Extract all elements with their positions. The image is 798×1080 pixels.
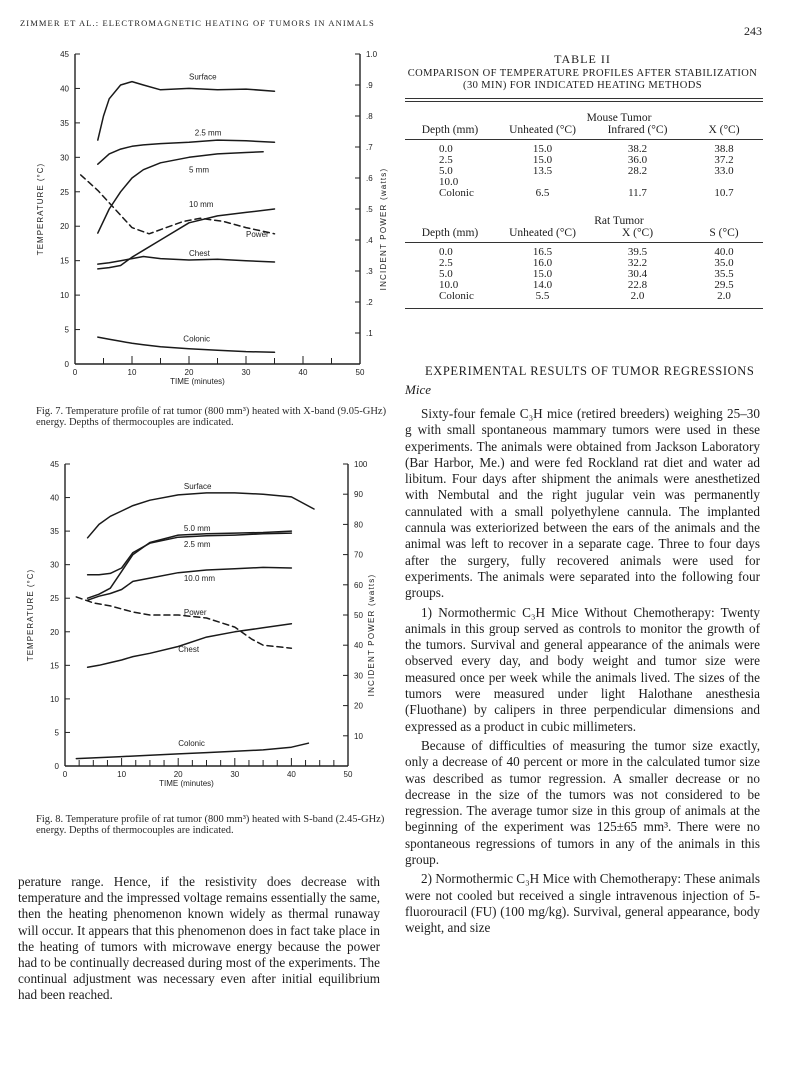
y2-axis-label: INCIDENT POWER (watts) bbox=[379, 167, 388, 291]
y-tick-label: 35 bbox=[50, 527, 59, 537]
series-label: 5 mm bbox=[189, 165, 209, 175]
rat-header-rule bbox=[405, 242, 763, 243]
y-axis-label: TEMPERATURE (°C) bbox=[26, 568, 35, 662]
series-label: Power bbox=[183, 608, 207, 617]
table-cell: Colonic bbox=[439, 290, 474, 302]
y-tick-label: 30 bbox=[60, 153, 69, 163]
table-caption-line1: COMPARISON OF TEMPERATURE PROFILES AFTER STABILIZATION bbox=[407, 68, 758, 79]
table-cell: 35.5 bbox=[714, 268, 734, 280]
y2-tick-label: 60 bbox=[354, 580, 363, 590]
table-cell: 13.5 bbox=[532, 165, 553, 177]
y-tick-label: 40 bbox=[50, 493, 59, 503]
y-tick-label: 40 bbox=[60, 84, 69, 94]
y2-tick-label: 90 bbox=[354, 490, 363, 500]
table-cell: 2.0 bbox=[630, 290, 645, 302]
series-label: Colonic bbox=[178, 738, 205, 748]
series-label: 10 mm bbox=[189, 199, 214, 209]
y-tick-label: 20 bbox=[60, 222, 69, 232]
x-tick-label: 40 bbox=[298, 368, 308, 377]
table-cell: 15.0 bbox=[532, 143, 553, 155]
table-cell: 6.5 bbox=[535, 187, 550, 199]
table-cell: 36.0 bbox=[627, 154, 648, 166]
table-row bbox=[405, 247, 763, 258]
table-cell: 5.0 bbox=[439, 268, 453, 280]
y-tick-label: 10 bbox=[60, 291, 69, 301]
x-axis-label: TIME (minutes) bbox=[159, 779, 214, 788]
y-tick-label: 30 bbox=[50, 560, 59, 570]
table-cell: 16.0 bbox=[532, 257, 553, 269]
y2-tick-label: 100 bbox=[354, 460, 368, 469]
table-cell: 33.0 bbox=[714, 165, 734, 177]
table-row bbox=[405, 155, 763, 166]
table-cell: 40.0 bbox=[714, 246, 734, 258]
series-label: 2.5 mm bbox=[194, 128, 222, 138]
y-axis-label: TEMPERATURE (°C) bbox=[36, 162, 45, 256]
y2-tick-label: 80 bbox=[354, 520, 363, 530]
y-tick-label: 0 bbox=[54, 762, 59, 771]
series-label: 2.5 mm bbox=[183, 540, 211, 550]
x-tick-label: 50 bbox=[355, 368, 365, 377]
running-head: ZIMMER ET AL.: ELECTROMAGNETIC HEATING OF TUMORS IN ANIMALS bbox=[20, 18, 375, 28]
rat-column-header: Depth (mm) bbox=[421, 227, 479, 239]
table-cell: 39.5 bbox=[627, 246, 648, 258]
x-tick-label: 0 bbox=[62, 770, 68, 779]
rat-table-body bbox=[405, 247, 763, 302]
y-tick-label: 35 bbox=[60, 118, 69, 128]
y2-tick-label: .5 bbox=[366, 205, 373, 214]
table-cell: 11.7 bbox=[628, 187, 647, 199]
series-line-power bbox=[81, 175, 275, 234]
y2-tick-label: .8 bbox=[366, 112, 373, 121]
y-tick-label: 45 bbox=[60, 50, 69, 59]
y-tick-label: 25 bbox=[50, 594, 59, 604]
x-tick-label: 30 bbox=[230, 770, 240, 779]
y2-axis-label: INCIDENT POWER (watts) bbox=[367, 573, 376, 697]
table-ii bbox=[405, 98, 763, 309]
x-tick-label: 30 bbox=[241, 368, 251, 377]
series-line-surface bbox=[98, 82, 275, 141]
table-cell: 16.5 bbox=[532, 246, 553, 258]
table-cell: 15.0 bbox=[532, 154, 553, 166]
paragraph: 1) Normothermic C₃H Mice Without Chemotherapy: Twenty animals in this group served as controls to monitor the growth of the tumors. Survival and general appearance of the animals were observed every day, and body weight and tumor size were measured once per week while the animals lived. The sizes of the tumors were measured under light Halothane anesthesia (Fluothane) by calipers in three perpendicular dimensions and expressed as a product in cubic millimeters. bbox=[405, 604, 760, 734]
y-tick-label: 15 bbox=[60, 256, 69, 266]
table-cell: 10.0 bbox=[439, 279, 459, 291]
table-row bbox=[405, 269, 763, 280]
table-row bbox=[405, 144, 763, 155]
rat-column-header: Unheated (°C) bbox=[509, 227, 576, 239]
table-cell: 38.8 bbox=[714, 143, 734, 155]
x-tick-label: 50 bbox=[343, 770, 353, 779]
table-cell: 30.4 bbox=[627, 268, 648, 280]
table-cell: 32.2 bbox=[627, 257, 648, 269]
y2-tick-label: 30 bbox=[354, 671, 363, 681]
paragraph: Sixty-four female C₃H mice (retired breeders) weighing 25–30 g with small spontaneous mammary tumors were used in these experiments. The animals were obtained from Jackson Laboratory (Bar Harbor, Me.) and were fed Rockland rat diet and water ad libitum. Four days after shipment the animals were anesthetized with Nembutal and the right jugular vein was permanently cannulated with a small polyethylene cannula. The implanted cannula was exteriorized between the ears of the animals and the animal was left to recover in a separate cage. Three to four days after the surgery, fully recovered animals were used for experiments. The animals were separated into the following four groups. bbox=[405, 406, 760, 601]
section-heading: EXPERIMENTAL RESULTS OF TUMOR REGRESSIONS bbox=[425, 364, 755, 378]
x-axis-label: TIME (minutes) bbox=[170, 377, 225, 386]
series-label: Surface bbox=[183, 481, 212, 491]
paragraph: Because of difficulties of measuring the tumor size exactly, only a decrease of 40 percent or more in the calculated tumor size was described as tumor regression. A smaller decrease or no decrease in the size of the tumors was not considered to be regression. The average tumor size in this group of animals at the beginning of the experiment was 125±65 mm³. There were no spontaneous regressions of tumors in any of the animals in this group. bbox=[405, 737, 760, 868]
y-tick-label: 5 bbox=[64, 325, 69, 335]
y-tick-label: 20 bbox=[50, 627, 59, 637]
y-tick-label: 10 bbox=[50, 694, 59, 704]
table-cell: 22.8 bbox=[627, 279, 648, 291]
table-cell: 29.5 bbox=[714, 279, 734, 291]
y2-tick-label: .2 bbox=[366, 298, 373, 307]
series-label: 5.0 mm bbox=[183, 524, 211, 534]
x-tick-label: 20 bbox=[173, 770, 183, 779]
table-cell: 10.0 bbox=[439, 176, 459, 188]
table-cell: 0.0 bbox=[439, 246, 453, 258]
table-cell: 2.5 bbox=[439, 154, 453, 166]
series-label: 10.0 mm bbox=[183, 573, 215, 583]
table-row bbox=[405, 291, 763, 302]
rat-header-row bbox=[405, 227, 763, 239]
mouse-table-body bbox=[405, 144, 763, 199]
series-label: Surface bbox=[189, 72, 217, 82]
mouse-group-label: Mouse Tumor bbox=[586, 112, 652, 124]
table-cell: 10.7 bbox=[714, 187, 734, 199]
mouse-column-header: X (°C) bbox=[708, 124, 740, 136]
table-row bbox=[405, 166, 763, 177]
mouse-column-header: Depth (mm) bbox=[421, 124, 479, 136]
x-tick-label: 20 bbox=[184, 368, 194, 377]
table-cell: Colonic bbox=[439, 187, 474, 199]
y2-tick-label: .1 bbox=[366, 329, 373, 338]
figure-7-chart bbox=[20, 46, 390, 391]
table-cell: 15.0 bbox=[532, 268, 553, 280]
series-label: Chest bbox=[178, 644, 200, 654]
rat-group-label: Rat Tumor bbox=[594, 215, 644, 227]
mouse-column-header: Unheated (°C) bbox=[509, 124, 576, 136]
right-column-text bbox=[405, 406, 760, 937]
figure-8 bbox=[20, 456, 390, 801]
table-cell: 5.5 bbox=[535, 290, 550, 302]
mouse-header-row bbox=[405, 124, 763, 136]
mouse-column-header: Infrared (°C) bbox=[607, 124, 668, 136]
y2-tick-label: 20 bbox=[354, 701, 363, 711]
y-tick-label: 25 bbox=[60, 187, 69, 197]
figure-7-caption: Fig. 7. Temperature profile of rat tumor (800 mm³) heated with X-band (9.05-GHz) energy. Depths of thermocouples are indicated. bbox=[36, 406, 387, 428]
table-caption-line2: (30 MIN) FOR INDICATED HEATING METHODS bbox=[463, 80, 702, 91]
x-tick-label: 0 bbox=[72, 368, 78, 377]
y-tick-label: 0 bbox=[64, 360, 69, 369]
x-tick-label: 40 bbox=[286, 770, 296, 779]
figure-8-chart bbox=[20, 456, 390, 801]
table-title: TABLE II bbox=[554, 52, 611, 66]
y2-tick-label: 1.0 bbox=[366, 50, 378, 59]
y2-tick-label: .4 bbox=[366, 236, 373, 245]
table-cell: 38.2 bbox=[627, 143, 648, 155]
series-label: Chest bbox=[189, 248, 210, 258]
page-number: 243 bbox=[744, 24, 762, 38]
x-tick-label: 10 bbox=[117, 770, 127, 779]
series-label: Power bbox=[246, 229, 269, 239]
figure-8-caption: Fig. 8. Temperature profile of rat tumor (800 mm³) heated with S-band (2.45-GHz) energy. Depths of thermocouples are indicated. bbox=[36, 814, 385, 836]
series-line-10-0-mm bbox=[88, 567, 292, 600]
section-subheading: Mice bbox=[405, 382, 431, 397]
y2-tick-label: 50 bbox=[354, 611, 363, 620]
y-tick-label: 15 bbox=[50, 661, 59, 671]
table-bottom-rule bbox=[405, 308, 763, 309]
y2-tick-label: 40 bbox=[354, 641, 363, 651]
y2-tick-label: 10 bbox=[354, 731, 363, 741]
table-cell: 14.0 bbox=[532, 279, 553, 291]
series-line-5-mm bbox=[98, 152, 263, 233]
table-cell: 37.2 bbox=[714, 154, 734, 166]
left-paragraph: perature range. Hence, if the resistivity does decrease with temperature and the impressed voltage remains essentially the same, then the heating phenomenon known widely as thermal runaway will occur. It appears that this phenomenon does in fact take place in the heating of tumors with microwave energy because the power had to be continually decreased during most of the experiments. The continual adjustment was necessary even after initial equilibrium had been reached. bbox=[18, 874, 380, 1003]
rat-column-header: X (°C) bbox=[621, 227, 654, 239]
mouse-header-rule bbox=[405, 139, 763, 140]
table-row bbox=[405, 258, 763, 269]
table-cell: 35.0 bbox=[714, 257, 734, 269]
series-label: Colonic bbox=[183, 334, 210, 344]
table-cell: 0.0 bbox=[439, 143, 453, 155]
y-tick-label: 5 bbox=[54, 728, 59, 738]
table-caption bbox=[405, 68, 760, 92]
table-cell: 2.0 bbox=[717, 290, 731, 302]
series-line-power bbox=[76, 597, 291, 648]
y2-tick-label: .7 bbox=[366, 143, 373, 152]
paragraph: 2) Normothermic C₃H Mice with Chemotherapy: These animals were not cooled but received a single intravenous injection of 5-fluorouracil (FU) (100 mg/kg). Survival, general appearance, body weight, and size bbox=[405, 871, 760, 936]
left-column-text bbox=[18, 874, 380, 1004]
rat-column-header: S (°C) bbox=[709, 227, 739, 239]
table-cell: 5.0 bbox=[439, 165, 453, 177]
table-row bbox=[405, 188, 763, 199]
figure-7 bbox=[20, 46, 390, 391]
table-top-rule bbox=[405, 98, 763, 102]
table-cell: 2.5 bbox=[439, 257, 453, 269]
y2-tick-label: .6 bbox=[366, 174, 373, 183]
x-tick-label: 10 bbox=[127, 368, 137, 377]
y2-tick-label: 70 bbox=[354, 550, 363, 560]
y-tick-label: 45 bbox=[50, 460, 59, 469]
y2-tick-label: .3 bbox=[366, 267, 373, 276]
y2-tick-label: .9 bbox=[366, 81, 373, 90]
table-cell: 28.2 bbox=[627, 165, 648, 177]
